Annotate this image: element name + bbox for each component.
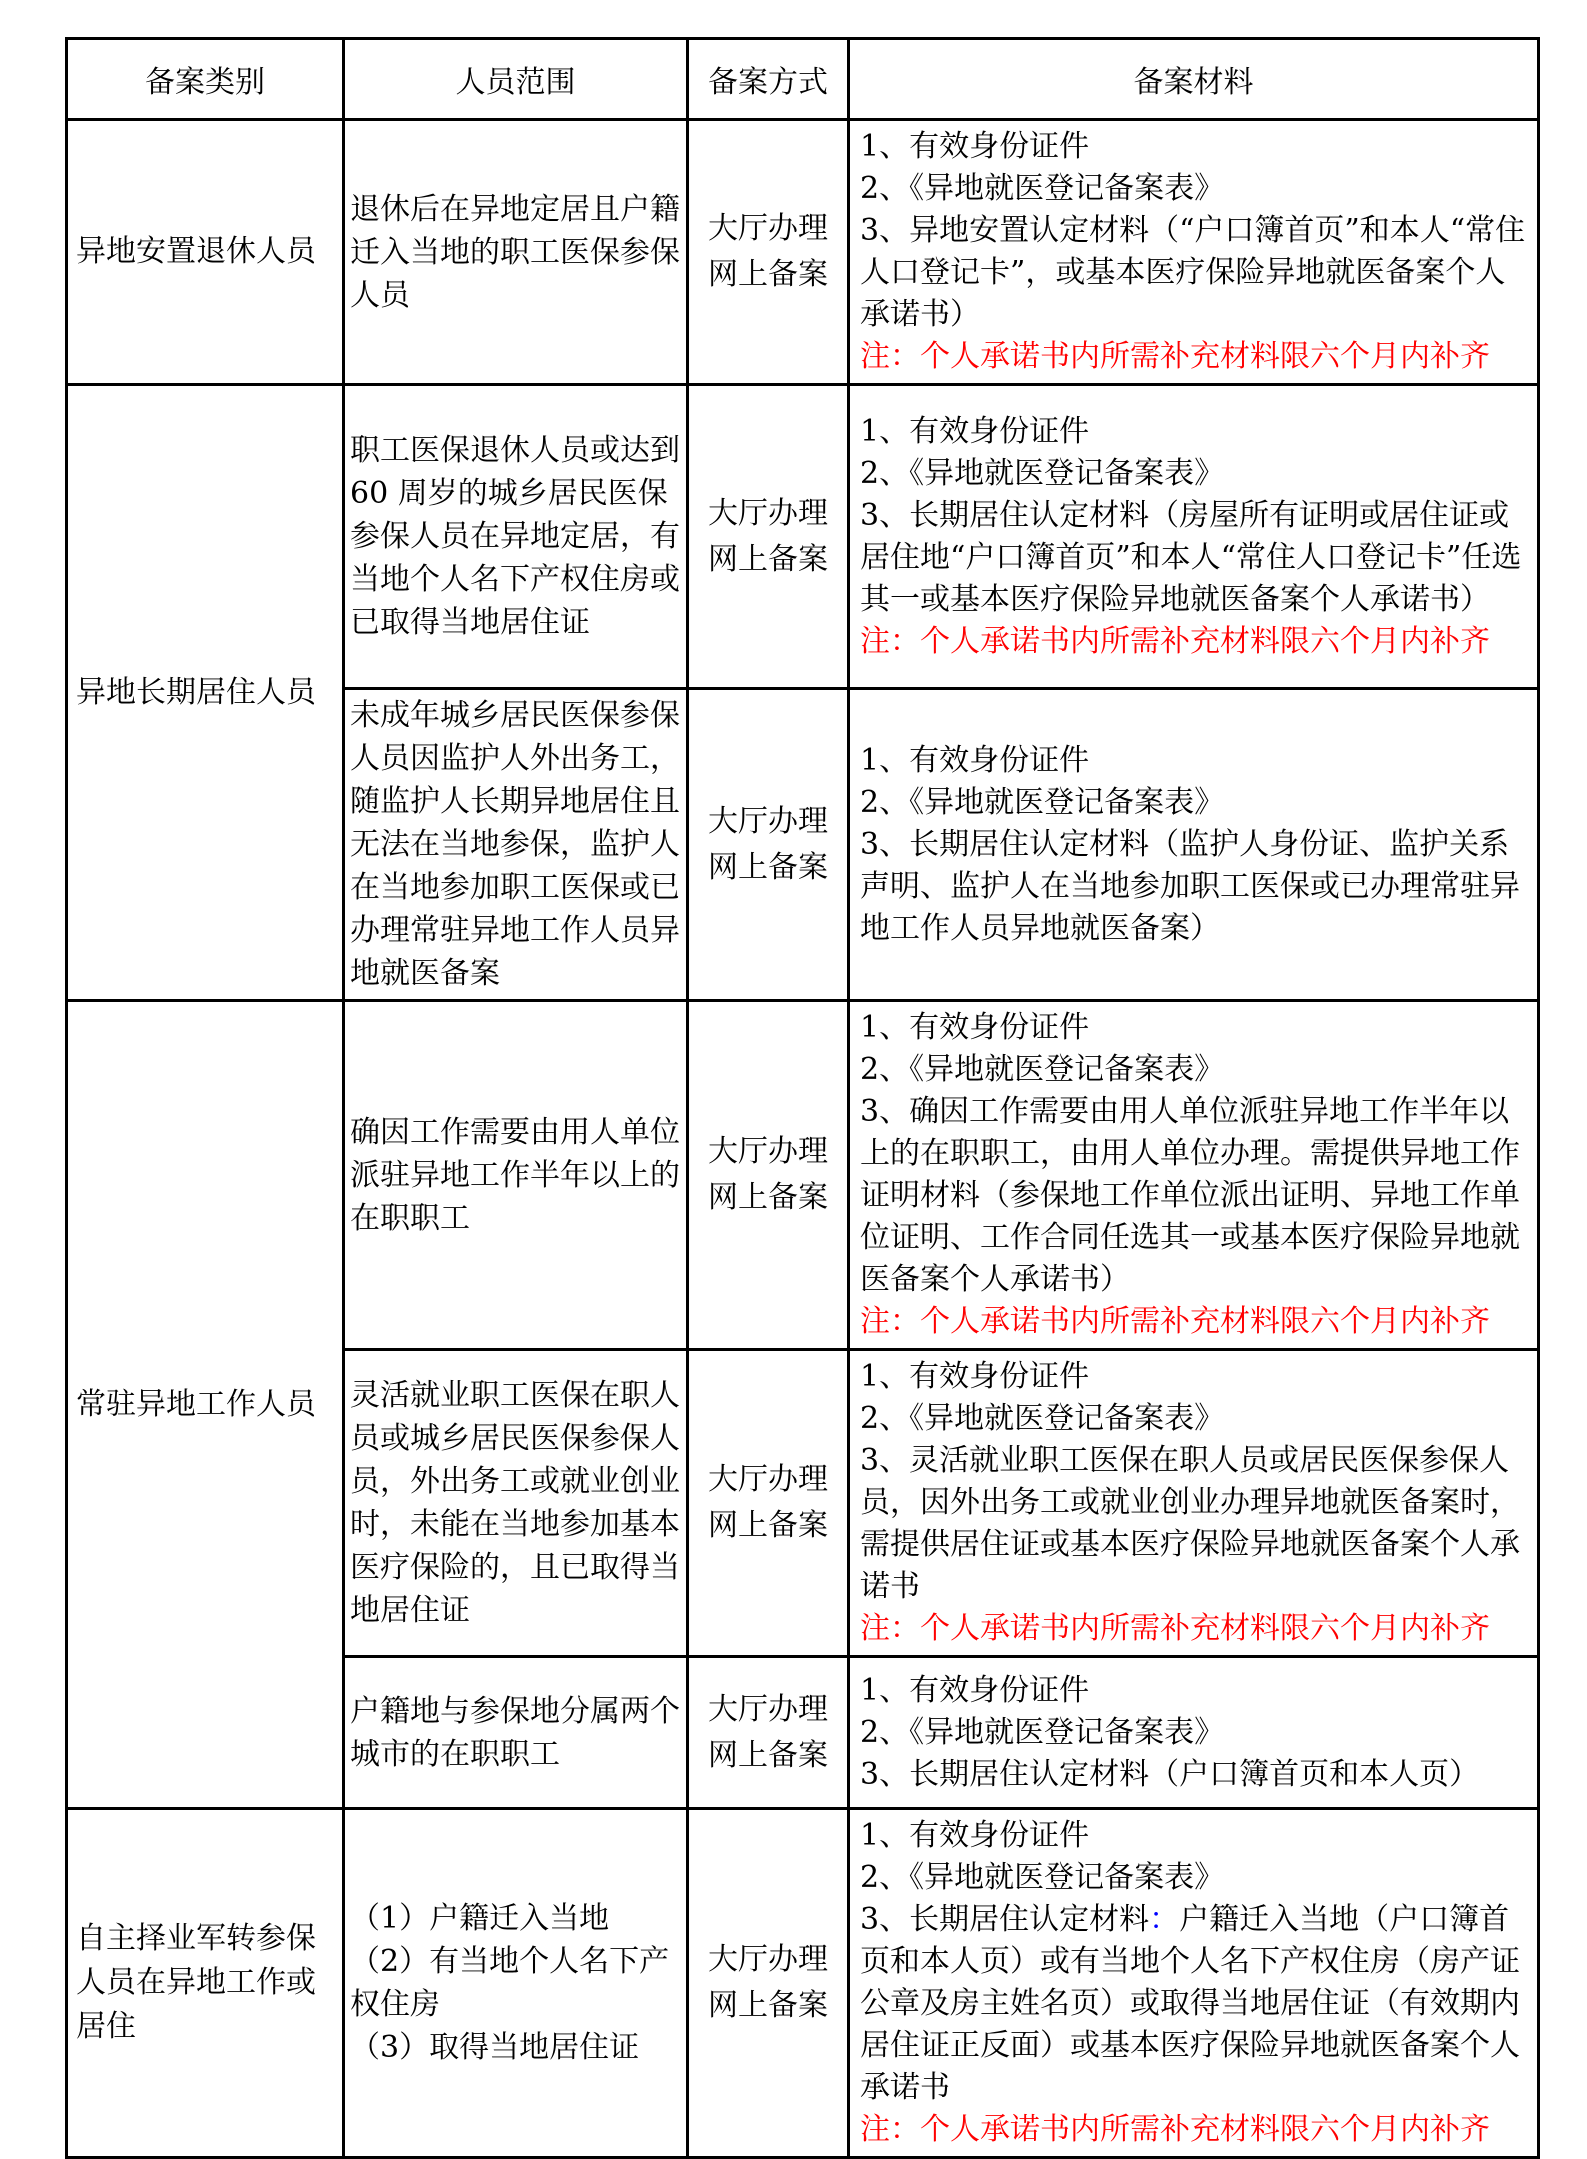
cell-method [688, 1350, 849, 1657]
material-item-text: 户籍迁入当地（户口簿首页和本人页）或有当地个人名下产权住房（房产证公章及房主姓名页）或取得当地居住证（有效期内居住证正反面）或基本医疗保险异地就医备案个人承诺书 [860, 1902, 1520, 2105]
cell-materials [849, 1001, 1539, 1350]
cell-method [688, 1809, 849, 2158]
cell-scope: 退休后在异地定居且户籍迁入当地的职工医保参保人员 [344, 120, 688, 385]
material-note: 注：个人承诺书内所需补充材料限六个月内补齐 [860, 1304, 1490, 1339]
method-line: 网上备案 [708, 541, 828, 577]
cell-materials [849, 689, 1539, 1001]
cell-materials [849, 1809, 1539, 2158]
material-item: 1、有效身份证件 [860, 129, 1090, 164]
method-line: 大厅办理 [708, 1691, 828, 1727]
table-row [67, 1001, 1539, 1350]
cell-method [688, 1001, 849, 1350]
material-item: 2、《异地就医登记备案表》 [860, 1714, 1225, 1750]
header-scope: 人员范围 [344, 39, 688, 120]
material-item: 3、灵活就业职工医保在职人员或居民医保参保人员，因外出务工或就业创业办理异地就医备案时，需提供居住证或基本医疗保险异地就医备案个人承诺书 [860, 1443, 1520, 1604]
method-line: 网上备案 [708, 1988, 828, 2023]
method-line: 大厅办理 [708, 1462, 828, 1497]
material-item: 1、有效身份证件 [860, 1818, 1090, 1853]
material-note: 注：个人承诺书内所需补充材料限六个月内补齐 [860, 339, 1490, 374]
material-item: 3、异地安置认定材料（“户口簿首页”和本人“常住人口登记卡”，或基本医疗保险异地就医备案个人承诺书） [860, 213, 1526, 332]
material-item: 3、长期居住认定材料（房屋所有证明或居住证或居住地“户口簿首页”和本人“常住人口登记卡”任选其一或基本医疗保险异地就医备案个人承诺书） [860, 497, 1522, 617]
method-line: 大厅办理 [708, 495, 828, 531]
cell-category: 自主择业军转参保人员在异地工作或居住 [67, 1809, 344, 2158]
material-note: 注：个人承诺书内所需补充材料限六个月内补齐 [860, 2112, 1490, 2147]
material-item: 2、《异地就医登记备案表》 [860, 171, 1225, 206]
cell-materials [849, 120, 1539, 385]
header-materials: 备案材料 [849, 39, 1539, 120]
method-line: 网上备案 [708, 1180, 828, 1215]
cell-scope: 户籍地与参保地分属两个城市的在职职工 [344, 1657, 688, 1809]
material-note: 注：个人承诺书内所需补充材料限六个月内补齐 [860, 1611, 1490, 1646]
table-row [67, 385, 1539, 689]
material-item: 2、《异地就医登记备案表》 [860, 784, 1225, 820]
registration-table [65, 37, 1540, 2159]
method-line: 大厅办理 [708, 211, 828, 246]
cell-materials [849, 385, 1539, 689]
cell-scope: 确因工作需要由用人单位派驻异地工作半年以上的在职职工 [344, 1001, 688, 1350]
method-line: 网上备案 [708, 849, 828, 885]
table-header-row [67, 39, 1539, 120]
material-item: 1、有效身份证件 [860, 742, 1090, 778]
material-item: 1、有效身份证件 [860, 413, 1090, 449]
cell-scope: 职工医保退休人员或达到 60 周岁的城乡居民医保参保人员在异地定居，有当地个人名下产权住房或已取得当地居住证 [344, 385, 688, 689]
cell-method [688, 120, 849, 385]
method-line: 大厅办理 [708, 803, 828, 839]
scope-item: （1）户籍迁入当地 [350, 1901, 610, 1936]
cell-scope: 灵活就业职工医保在职人员或城乡居民医保参保人员，外出务工或就业创业时，未能在当地参加基本医疗保险的，且已取得当地居住证 [344, 1350, 688, 1657]
cell-materials [849, 1657, 1539, 1809]
material-item-text: 3、长期居住认定材料 [860, 1902, 1150, 1937]
material-item: 2、《异地就医登记备案表》 [860, 1860, 1225, 1895]
cell-method [688, 385, 849, 689]
material-item: 3、确因工作需要由用人单位派驻异地工作半年以上的在职职工，由用人单位办理。需提供异地工作证明材料（参保地工作单位派出证明、异地工作单位证明、工作合同任选其一或基本医疗保险异地就医备案个人承诺书） [860, 1094, 1520, 1297]
scope-item: （2）有当地个人名下产权住房 [350, 1944, 670, 2022]
cell-method [688, 1657, 849, 1809]
material-item: 1、有效身份证件 [860, 1359, 1090, 1394]
cell-scope [344, 1809, 688, 2158]
header-method: 备案方式 [688, 39, 849, 120]
method-line: 网上备案 [708, 1508, 828, 1543]
table-row [67, 1809, 1539, 2158]
material-item: 3、长期居住认定材料（监护人身份证、监护关系声明、监护人在当地参加职工医保或已办理常驻异地工作人员异地就医备案） [860, 826, 1520, 946]
material-item: 1、有效身份证件 [860, 1672, 1090, 1708]
material-item: 2、《异地就医登记备案表》 [860, 455, 1225, 491]
method-line: 网上备案 [708, 1737, 828, 1773]
header-category: 备案类别 [67, 39, 344, 120]
scope-item: （3）取得当地居住证 [350, 2030, 640, 2065]
material-item: 2、《异地就医登记备案表》 [860, 1052, 1225, 1087]
cell-scope: 未成年城乡居民医保参保人员因监护人外出务工，随监护人长期异地居住且无法在当地参保，监护人在当地参加职工医保或已办理常驻异地工作人员异地就医备案 [344, 689, 688, 1001]
material-item: 2、《异地就医登记备案表》 [860, 1401, 1225, 1436]
cell-method [688, 689, 849, 1001]
material-note: 注：个人承诺书内所需补充材料限六个月内补齐 [860, 623, 1490, 659]
material-item [860, 1899, 1527, 2109]
material-item: 1、有效身份证件 [860, 1010, 1090, 1045]
cell-category: 常驻异地工作人员 [67, 1001, 344, 1809]
cell-category: 异地安置退休人员 [67, 120, 344, 385]
method-line: 大厅办理 [708, 1134, 828, 1169]
material-item: 3、长期居住认定材料（户口簿首页和本人页） [860, 1756, 1480, 1792]
material-item-colon: ： [1149, 1902, 1180, 1937]
table-row [67, 120, 1539, 385]
method-line: 网上备案 [708, 257, 828, 292]
cell-category: 异地长期居住人员 [67, 385, 344, 1001]
cell-materials [849, 1350, 1539, 1657]
method-line: 大厅办理 [708, 1942, 828, 1977]
